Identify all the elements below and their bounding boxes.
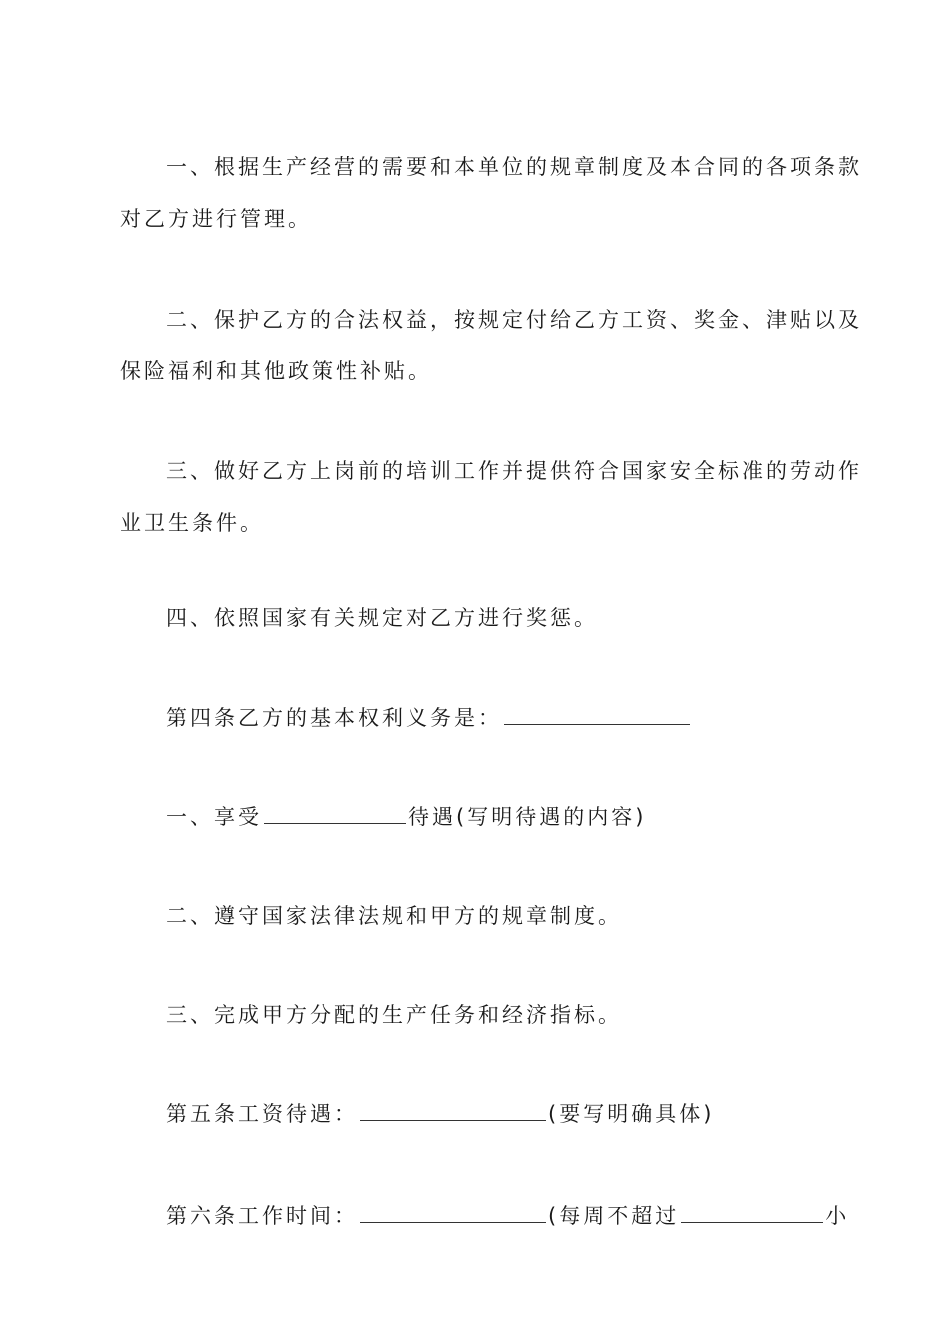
article-6-suffix: 小 bbox=[825, 1204, 850, 1228]
article-5-label: 第五条工资待遇： bbox=[166, 1102, 358, 1126]
article-4-heading bbox=[166, 703, 692, 733]
article-4-item-2: 二、遵守国家法律法规和甲方的规章制度。 bbox=[166, 904, 622, 928]
article-4-blank bbox=[504, 704, 690, 725]
article-4-item-3: 三、完成甲方分配的生产任务和经济指标。 bbox=[166, 1003, 622, 1027]
article-6-label: 第六条工作时间： bbox=[166, 1204, 358, 1228]
article-5-suffix: (要写明确具体) bbox=[548, 1102, 715, 1126]
clause-3-line-2: 业卫生条件。 bbox=[120, 511, 264, 535]
item-1-suffix: 待遇(写明待遇的内容) bbox=[408, 805, 647, 829]
article-6-line bbox=[166, 1201, 849, 1231]
item-1-blank bbox=[264, 803, 406, 824]
article-6-middle: (每周不超过 bbox=[548, 1204, 680, 1228]
clause-2-line-2: 保险福利和其他政策性补贴。 bbox=[120, 359, 432, 383]
clause-2-line-1: 二、保护乙方的合法权益，按规定付给乙方工资、奖金、津贴以及 bbox=[166, 308, 862, 332]
clause-1-line-1: 一、根据生产经营的需要和本单位的规章制度及本合同的各项条款 bbox=[166, 155, 862, 179]
clause-1-line-2: 对乙方进行管理。 bbox=[120, 207, 312, 231]
clause-4-line: 四、依照国家有关规定对乙方进行奖惩。 bbox=[166, 606, 598, 630]
item-1-prefix: 一、享受 bbox=[166, 805, 262, 829]
article-5-blank bbox=[360, 1100, 546, 1121]
article-6-blank-2 bbox=[681, 1202, 823, 1223]
article-4-item-1 bbox=[166, 802, 646, 832]
article-4-label: 第四条乙方的基本权利义务是： bbox=[166, 706, 502, 730]
article-5-line bbox=[166, 1099, 714, 1129]
clause-3-line-1: 三、做好乙方上岗前的培训工作并提供符合国家安全标准的劳动作 bbox=[166, 459, 862, 483]
article-6-blank-1 bbox=[360, 1202, 546, 1223]
